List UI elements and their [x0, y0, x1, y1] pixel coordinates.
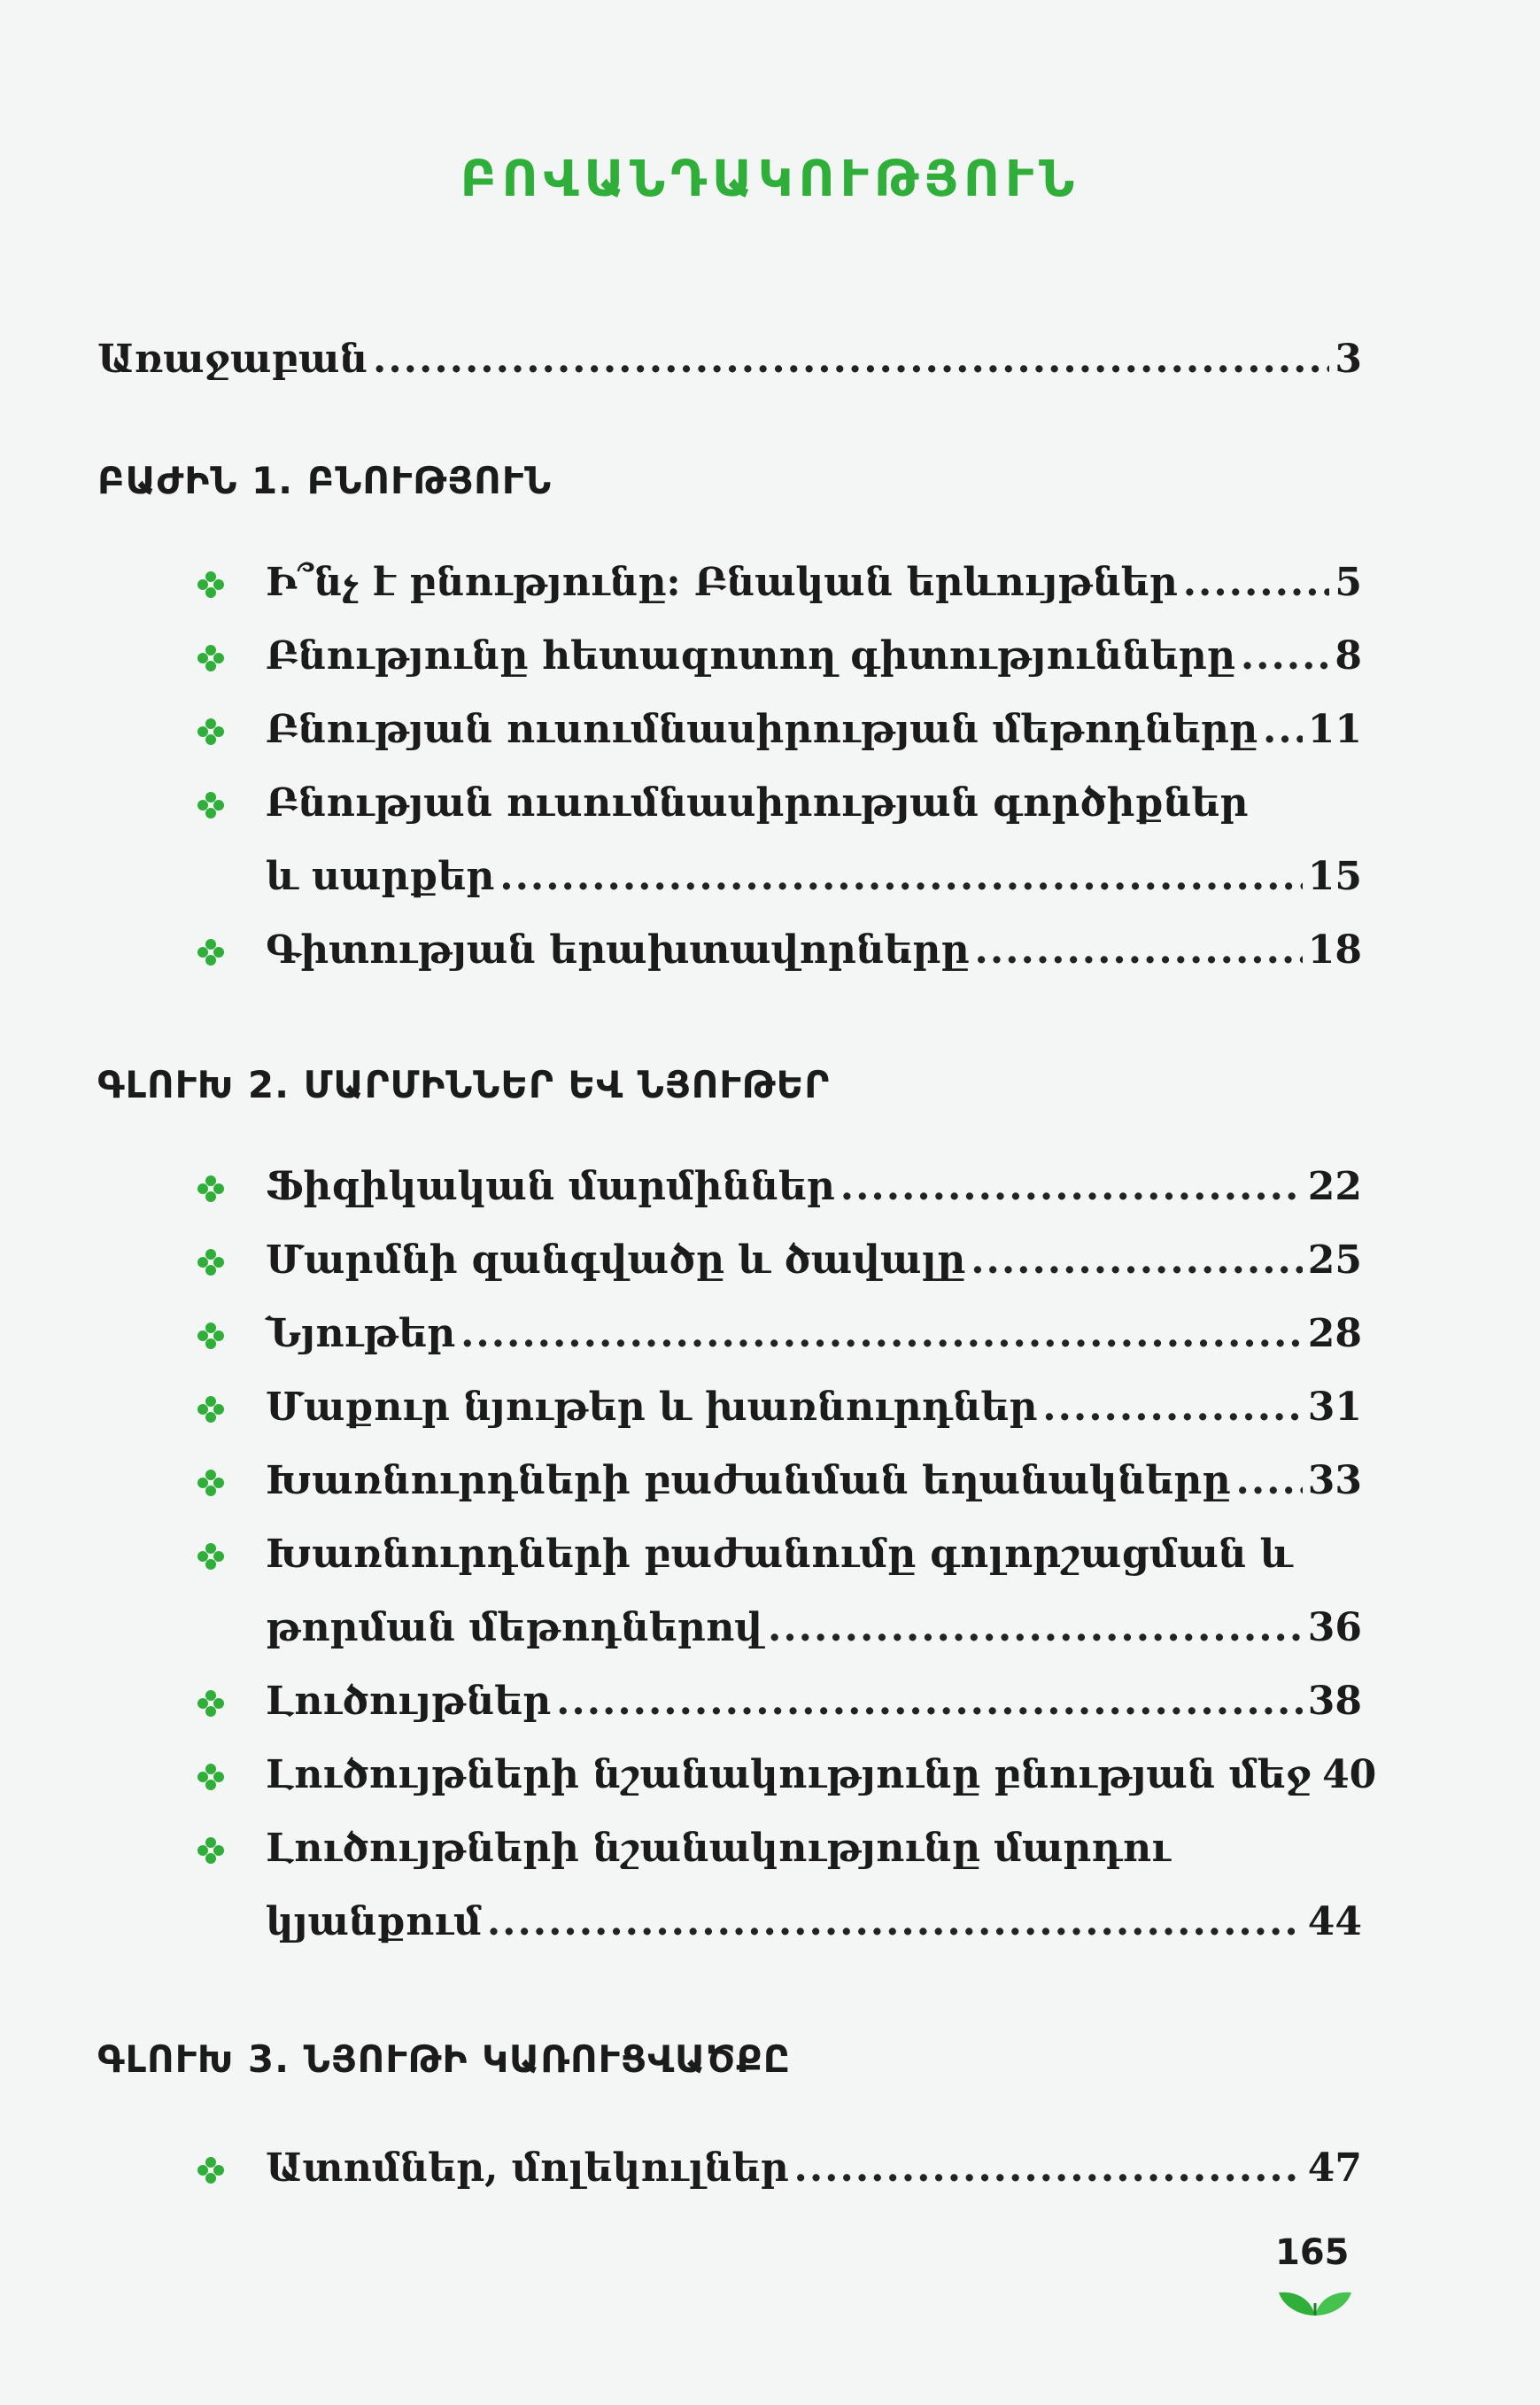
leader-dots: [1263, 705, 1303, 755]
toc-entry-page: 22: [1307, 1164, 1362, 1209]
toc-entry-label: Առաջաբան: [97, 337, 368, 382]
toc-entry-label: Մարմնի զանգվածը և ծավալը: [266, 1237, 966, 1283]
leader-dots: [1241, 632, 1330, 681]
toc-entry-page: 31: [1307, 1385, 1362, 1430]
leader-dots: [1042, 1383, 1302, 1432]
toc-entry[interactable]: [199, 705, 1362, 755]
toc-entry-label: Բնությունը հետազոտող գիտությունները: [266, 633, 1235, 679]
toc-entry-page: 5: [1335, 560, 1362, 605]
toc-entry-label: Լուծույթների նշանակությունը բնության մեջ: [266, 1752, 1312, 1797]
chapter-heading-2: ԳԼՈՒԽ 2. ՄԱՐՄԻՆՆԵՐ ԵՎ ՆՅՈՒԹԵՐ: [97, 1063, 831, 1106]
toc-entry-label: Մաքուր նյութեր և խառնուրդներ: [266, 1385, 1038, 1430]
toc-entry-label-line1: Խառնուրդների բաժանումը գոլորշացման և: [266, 1532, 1293, 1577]
toc-entry-label: Ի՞նչ է բնությունը: Բնական երևույթներ: [266, 560, 1178, 605]
leader-dots: [768, 1603, 1303, 1653]
toc-entry-label: Բնության ուսումնասիրության մեթոդները: [266, 707, 1258, 752]
toc-entry-page: 40: [1322, 1752, 1377, 1797]
toc-entry-page: 28: [1307, 1311, 1362, 1356]
four-petal-bullet-icon: [193, 787, 228, 823]
leader-dots: [971, 1236, 1303, 1285]
toc-entry[interactable]: [199, 1236, 1362, 1285]
toc-entry[interactable]: [199, 1162, 1362, 1212]
page-title: ԲՈՎԱՆԴԱԿՈՒԹՅՈՒՆ: [460, 151, 1080, 208]
leader-dots: [556, 1677, 1303, 1726]
toc-entry[interactable]: [199, 852, 1362, 902]
toc-entry[interactable]: [199, 1750, 1377, 1800]
toc-entry-label: Ֆիզիկական մարմիններ: [266, 1164, 835, 1209]
toc-entry[interactable]: [199, 1603, 1362, 1653]
toc-entry-label: թորման մեթոդներով: [266, 1605, 763, 1650]
toc-entry-label-line1: Բնության ուսումնասիրության գործիքներ: [266, 780, 1249, 826]
toc-entry-label-line1: Լուծույթների նշանակությունը մարդու: [266, 1826, 1171, 1871]
toc-entry-page: 38: [1307, 1679, 1362, 1724]
toc-entry-label: կյանքում: [266, 1899, 482, 1944]
toc-entry-label: Ատոմներ, մոլեկուլներ: [266, 2145, 789, 2191]
toc-entry-page: 36: [1307, 1605, 1362, 1650]
leaf-icon: [1275, 2277, 1355, 2321]
toc-entry[interactable]: [199, 558, 1362, 608]
toc-entry[interactable]: [199, 1897, 1362, 1947]
toc-entry[interactable]: [199, 1677, 1362, 1726]
toc-entry-label: Լուծույթներ: [266, 1679, 552, 1724]
leader-dots: [373, 335, 1329, 384]
toc-entry[interactable]: [199, 1309, 1362, 1359]
toc-entry[interactable]: [199, 1383, 1362, 1432]
four-petal-bullet-icon: [193, 1833, 228, 1868]
toc-entry[interactable]: [199, 2144, 1362, 2193]
toc-entry-page: 8: [1335, 633, 1362, 679]
toc-entry-page: 11: [1307, 707, 1362, 752]
chapter-heading-1: ԲԱԺԻՆ 1. ԲՆՈՒԹՅՈՒՆ: [97, 459, 553, 502]
leader-dots: [975, 926, 1303, 975]
leader-dots: [840, 1162, 1303, 1212]
toc-entry-label: Խառնուրդների բաժանման եղանակները: [266, 1458, 1231, 1503]
four-petal-bullet-icon: [193, 1539, 228, 1574]
toc-entry-page: 18: [1307, 927, 1362, 973]
page-number: 165: [1275, 2232, 1350, 2273]
leader-dots: [1236, 1456, 1303, 1506]
toc-entry-page: 15: [1307, 854, 1362, 899]
toc-entry[interactable]: [199, 632, 1362, 681]
toc-entry-label: Նյութեր: [266, 1311, 456, 1356]
toc-entry-page: 33: [1307, 1458, 1362, 1503]
toc-entry-page: 44: [1307, 1899, 1362, 1944]
leader-dots: [499, 852, 1303, 902]
toc-entry-page: 47: [1307, 2145, 1362, 2191]
toc-entry-intro[interactable]: [97, 335, 1362, 384]
leader-dots: [460, 1309, 1303, 1359]
toc-entry[interactable]: [199, 1456, 1362, 1506]
leader-dots: [794, 2144, 1303, 2193]
leader-dots: [487, 1897, 1303, 1947]
toc-entry[interactable]: [199, 926, 1362, 975]
toc-entry-page: 3: [1335, 337, 1362, 382]
toc-entry-label: Գիտության երախտավորները: [266, 927, 970, 973]
toc-entry-label: և սարքեր: [266, 854, 495, 899]
chapter-heading-3: ԳԼՈՒԽ 3. ՆՅՈՒԹԻ ԿԱՌՈՒՑՎԱԾՔԸ: [97, 2037, 791, 2081]
leader-dots: [1183, 558, 1330, 608]
toc-entry-page: 25: [1307, 1237, 1362, 1283]
